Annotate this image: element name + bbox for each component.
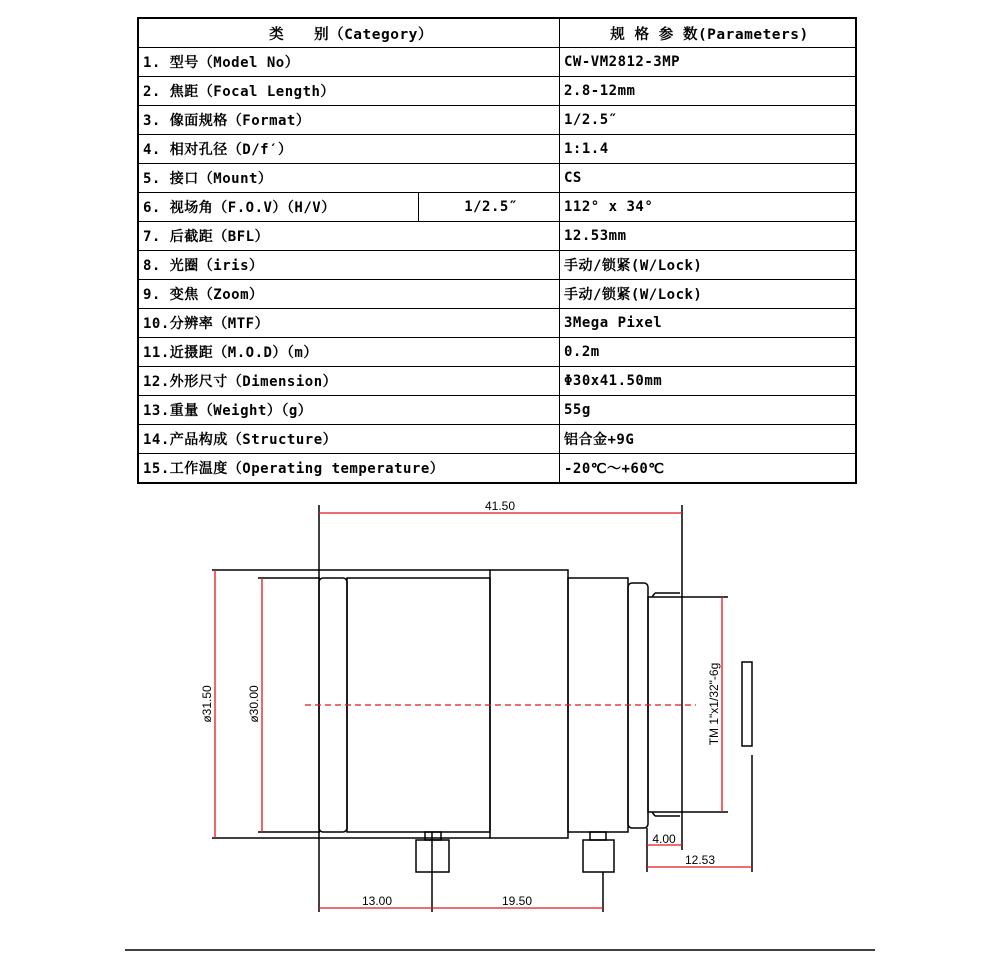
sensor-plane	[742, 662, 752, 746]
row-value: 1/2.5″	[560, 106, 857, 135]
lens-outline	[125, 505, 875, 950]
row-value: CW-VM2812-3MP	[560, 48, 857, 77]
row-value: 铝合金+9G	[560, 425, 857, 454]
row-category: 4. 相对孔径（D/f′）	[138, 135, 560, 164]
dim-length: 41.50	[484, 499, 516, 513]
zoom-ring	[490, 570, 568, 838]
row-category: 12.外形尺寸（Dimension）	[138, 367, 560, 396]
row-category: 7. 后截距（BFL）	[138, 222, 560, 251]
focus-screw	[583, 840, 614, 872]
dim-screw1: 13.00	[361, 894, 393, 908]
dim-screw2: 19.50	[501, 894, 533, 908]
row-subvalue: 1/2.5″	[419, 193, 560, 222]
row-value: CS	[560, 164, 857, 193]
screw-stem-1	[425, 832, 441, 840]
row-value: 12.53mm	[560, 222, 857, 251]
row-value: 手动/锁紧(W/Lock)	[560, 280, 857, 309]
dim-thread: TM 1"x1/32"-6g	[707, 662, 721, 746]
row-value: 0.2m	[560, 338, 857, 367]
row-value: 3Mega Pixel	[560, 309, 857, 338]
dim-body-dia: ø30.00	[247, 685, 261, 723]
row-category: 10.分辨率（MTF）	[138, 309, 560, 338]
row-value: 112° x 34°	[560, 193, 857, 222]
row-category: 5. 接口（Mount）	[138, 164, 560, 193]
row-category: 13.重量（Weight）（g）	[138, 396, 560, 425]
screw-stem-2	[590, 832, 606, 840]
row-category: 11.近摄距（M.O.D）（m）	[138, 338, 560, 367]
row-value: 1:1.4	[560, 135, 857, 164]
header-category: 类 别（Category）	[138, 18, 560, 48]
row-value: 2.8-12mm	[560, 77, 857, 106]
dim-outer-dia: ø31.50	[200, 685, 214, 723]
front-ring	[319, 578, 347, 832]
header-parameters: 规 格 参 数(Parameters)	[560, 18, 857, 48]
row-value: 手动/锁紧(W/Lock)	[560, 251, 857, 280]
row-category: 15.工作温度（Operating temperature）	[138, 454, 560, 484]
row-category: 6. 视场角（F.O.V）（H/V）	[138, 193, 419, 222]
row-value: 55g	[560, 396, 857, 425]
row-category: 9. 变焦（Zoom）	[138, 280, 560, 309]
row-category: 8. 光圈（iris）	[138, 251, 560, 280]
row-category: 3. 像面规格（Format）	[138, 106, 560, 135]
row-category: 2. 焦距（Focal Length）	[138, 77, 560, 106]
dimension-lines	[215, 513, 752, 908]
dim-bfl: 12.53	[684, 853, 716, 867]
row-category: 14.产品构成（Structure）	[138, 425, 560, 454]
row-value: -20℃～+60℃	[560, 454, 857, 484]
row-category: 1. 型号（Model No）	[138, 48, 560, 77]
row-value: Φ30x41.50mm	[560, 367, 857, 396]
dim-flange: 4.00	[652, 832, 676, 846]
